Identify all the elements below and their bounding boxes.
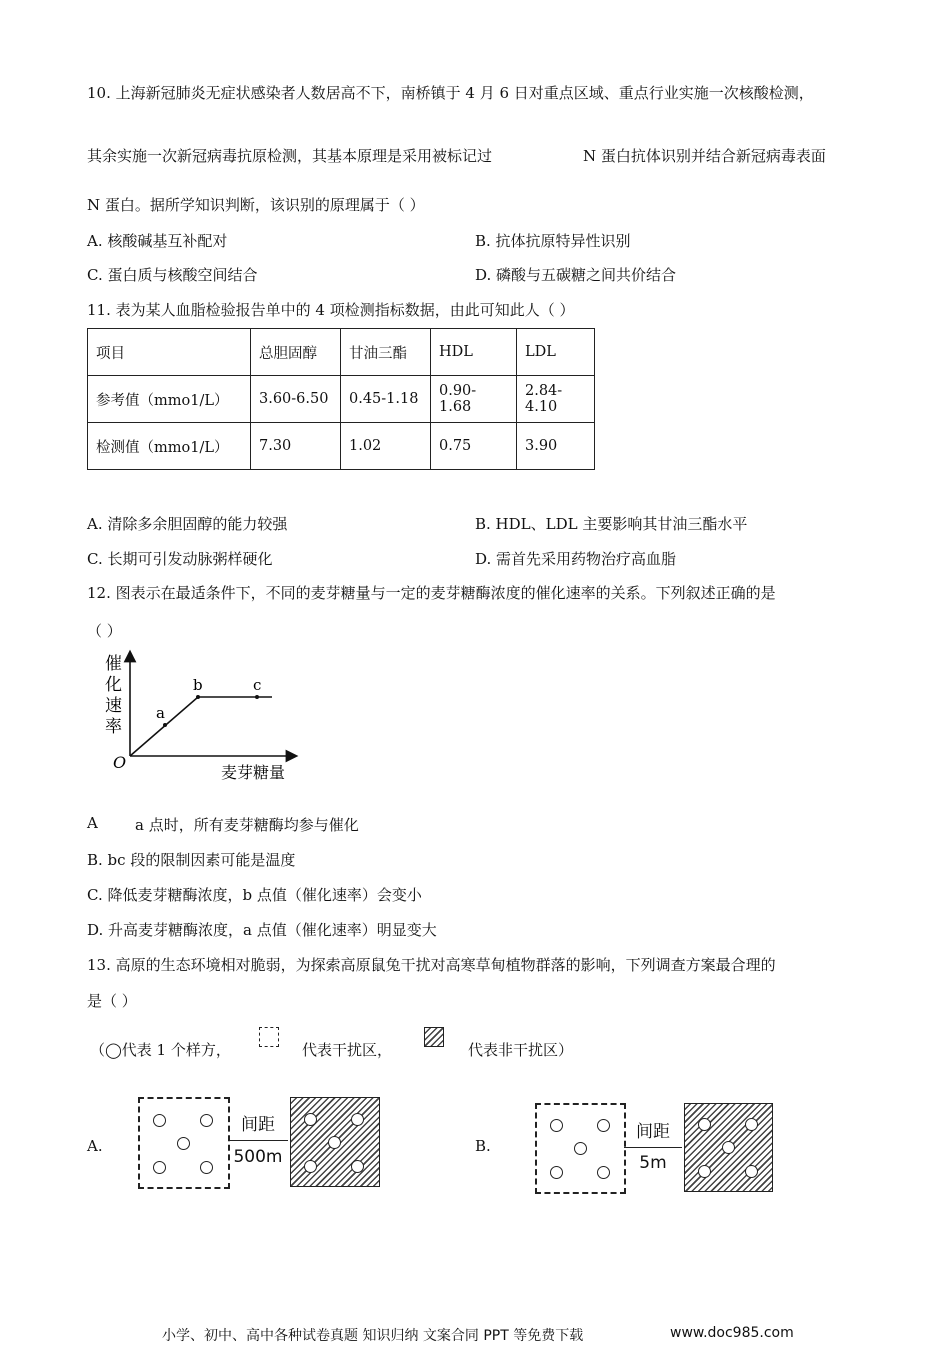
legend-disturbed-text: 代表干扰区，	[302, 1041, 393, 1059]
sample-circle	[200, 1161, 213, 1174]
table-cell: 7.30	[251, 423, 341, 470]
sample-circle	[550, 1119, 563, 1132]
y-label-char: 催	[105, 654, 122, 674]
undisturbed-plot	[290, 1097, 380, 1187]
enzyme-rate-graph	[100, 648, 300, 788]
table-header-cell: 甘油三酯	[341, 329, 431, 376]
q13-option-a-label[interactable]: A.	[87, 1137, 103, 1155]
table-cell: 0.75	[431, 423, 517, 470]
q13-stem-line2: 是（ ）	[87, 992, 137, 1010]
q12-option-d[interactable]: D. 升高麦芽糖酶浓度，a 点值（催化速率）明显变大	[87, 921, 437, 939]
lipid-table	[87, 328, 595, 470]
table-header-cell: 项目	[88, 329, 251, 376]
legend-disturbed-swatch	[259, 1027, 279, 1047]
table-header-cell: HDL	[431, 329, 517, 376]
sample-circle	[597, 1166, 610, 1179]
q12-stem-line1: 12. 图表示在最适条件下，不同的麦芽糖量与一定的麦芽糖酶浓度的催化速率的关系。下列叙述正确的是	[87, 584, 776, 602]
sample-circle	[722, 1141, 735, 1154]
gap-line	[624, 1147, 682, 1148]
sample-circle	[153, 1161, 166, 1174]
sample-circle	[698, 1118, 711, 1131]
sample-circle	[153, 1114, 166, 1127]
sample-circle	[328, 1136, 341, 1149]
table-header-cell: LDL	[517, 329, 595, 376]
table-row	[88, 376, 595, 423]
table-header-cell: 总胆固醇	[251, 329, 341, 376]
origin-label: O	[113, 753, 127, 772]
sample-circle	[698, 1165, 711, 1178]
sample-circle	[351, 1160, 364, 1173]
footer-url[interactable]: www.doc985.com	[670, 1325, 794, 1341]
q10-stem-line2b: N 蛋白抗体识别并结合新冠病毒表面	[583, 147, 826, 165]
sample-circle	[597, 1119, 610, 1132]
point-a-label: a	[156, 704, 165, 722]
q11-option-d[interactable]: D. 需首先采用药物治疗高血脂	[475, 550, 677, 568]
point-c-marker	[255, 695, 259, 699]
q12-stem-line2: （ ）	[87, 622, 122, 640]
q10-stem-line1: 10. 上海新冠肺炎无症状感染者人数居高不下，南桥镇于 4 月 6 日对重点区域、重点行业实施一次核酸检测，	[87, 84, 814, 102]
sample-circle	[574, 1142, 587, 1155]
disturbed-plot	[138, 1097, 230, 1189]
q10-stem-line2a: 其余实施一次新冠病毒抗原检测，其基本原理是采用被标记过	[87, 147, 493, 165]
q13-option-b-label[interactable]: B.	[475, 1137, 491, 1155]
sample-circle	[745, 1118, 758, 1131]
y-label-char: 化	[105, 675, 122, 695]
x-axis-label: 麦芽糖量	[221, 763, 286, 782]
gap-word: 间距	[636, 1122, 670, 1142]
q12-option-c[interactable]: C. 降低麦芽糖酶浓度，b 点值（催化速率）会变小	[87, 886, 422, 904]
q11-option-a[interactable]: A. 清除多余胆固醇的能力较强	[87, 515, 288, 533]
point-c-label: c	[253, 676, 262, 694]
q12-option-b[interactable]: B. bc 段的限制因素可能是温度	[87, 851, 296, 869]
q10-option-c[interactable]: C. 蛋白质与核酸空间结合	[87, 266, 258, 284]
q10-option-a[interactable]: A. 核酸碱基互补配对	[87, 232, 228, 250]
table-header-row	[88, 329, 595, 376]
y-label-char: 速	[105, 696, 122, 716]
q11-option-b[interactable]: B. HDL、LDL 主要影响其甘油三酯水平	[475, 515, 748, 533]
table-cell: 3.60-6.50	[251, 376, 341, 423]
footer-text: 小学、初中、高中各种试卷真题 知识归纳 文案合同 PPT 等免费下载	[162, 1328, 584, 1344]
point-a-marker	[163, 723, 167, 727]
q12-option-a-text[interactable]: a 点时，所有麦芽糖酶均参与催化	[135, 816, 359, 834]
sample-circle	[351, 1113, 364, 1126]
legend-undisturbed-swatch	[424, 1027, 444, 1047]
point-b-marker	[196, 695, 200, 699]
rate-curve	[130, 697, 272, 756]
gap-word: 间距	[241, 1115, 275, 1135]
table-cell: 0.90-1.68	[431, 376, 517, 423]
table-cell: 3.90	[517, 423, 595, 470]
sample-circle	[550, 1166, 563, 1179]
table-cell: 检测值（mmo1/L）	[88, 423, 251, 470]
legend-sample-text: （◯代表 1 个样方，	[90, 1041, 231, 1059]
gap-line	[228, 1140, 288, 1141]
table-cell: 1.02	[341, 423, 431, 470]
legend-undisturbed-text: 代表非干扰区）	[468, 1041, 574, 1059]
y-label-char: 率	[105, 717, 122, 737]
undisturbed-plot	[684, 1103, 773, 1192]
q11-stem: 11. 表为某人血脂检验报告单中的 4 项检测指标数据，由此可知此人（ ）	[87, 301, 575, 319]
gap-value: 5m	[639, 1153, 667, 1173]
sample-circle	[200, 1114, 213, 1127]
table-cell: 0.45-1.18	[341, 376, 431, 423]
point-b-label: b	[193, 676, 203, 694]
disturbed-plot	[535, 1103, 626, 1194]
sample-circle	[745, 1165, 758, 1178]
table-cell: 2.84-4.10	[517, 376, 595, 423]
sample-circle	[304, 1160, 317, 1173]
q12-option-a-letter[interactable]: A	[87, 814, 98, 832]
sample-circle	[177, 1137, 190, 1150]
q10-option-b[interactable]: B. 抗体抗原特异性识别	[475, 232, 631, 250]
gap-value: 500m	[233, 1147, 283, 1167]
table-cell: 参考值（mmo1/L）	[88, 376, 251, 423]
sample-circle	[304, 1113, 317, 1126]
q10-stem-line3: N 蛋白。据所学知识判断，该识别的原理属于（ ）	[87, 196, 425, 214]
table-row	[88, 423, 595, 470]
q13-stem-line1: 13. 高原的生态环境相对脆弱，为探索高原鼠兔干扰对高寒草甸植物群落的影响，下列调查方案最合理的	[87, 956, 776, 974]
q10-option-d[interactable]: D. 磷酸与五碳糖之间共价结合	[475, 266, 677, 284]
q11-option-c[interactable]: C. 长期可引发动脉粥样硬化	[87, 550, 273, 568]
